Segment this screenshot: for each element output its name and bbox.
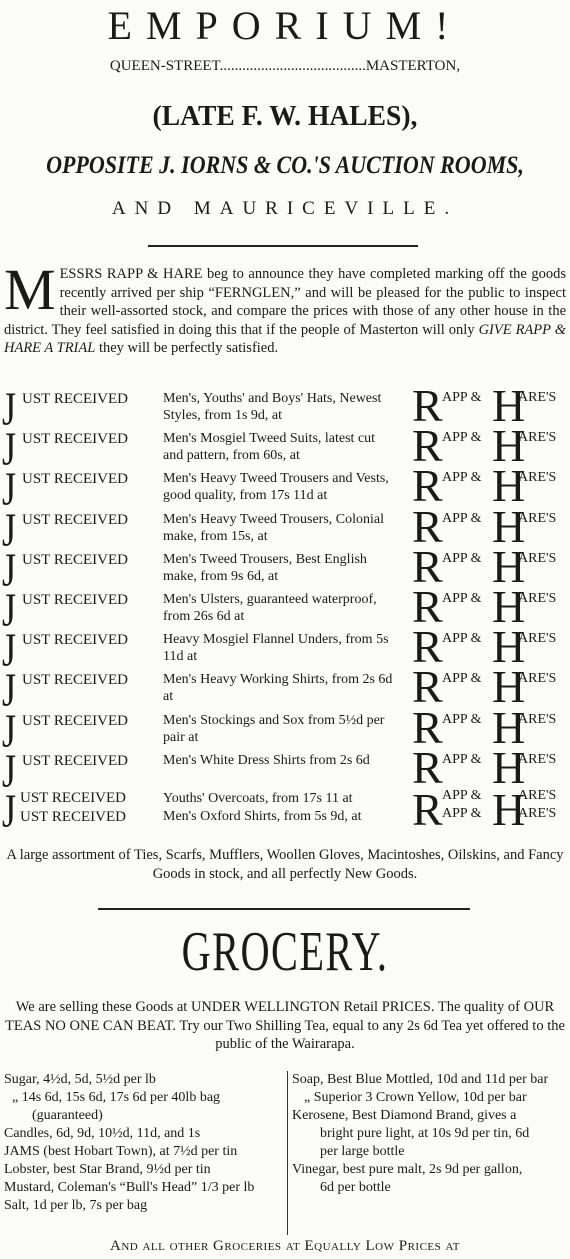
divider-middle — [98, 908, 470, 910]
grocery-item: 6d per bottle — [320, 1180, 391, 1195]
item-description: Men's Stockings and Sox from 5½d per pair at — [163, 713, 385, 745]
just-received-row — [0, 460, 570, 516]
brand-h: H — [492, 460, 526, 511]
brand-h: H — [492, 702, 526, 753]
just-received-label: UST RECEIVED — [22, 431, 128, 447]
brand-r-rest: APP & — [442, 671, 482, 686]
grocery-intro: We are selling these Goods at UNDER WELLINGTON Retail PRICES. The quality of OUR TEAS NO ONE CAN BEAT. Try our Two Shilling Tea, equal to any 2s 6d Tea yet offered to the public of the Wairarapa. — [5, 999, 565, 1052]
brand-h-rest: ARE'S — [518, 591, 557, 606]
brand-h-rest: ARE'S — [518, 551, 557, 566]
dropcap-j: J — [2, 664, 17, 717]
brand-r-rest-2: APP & — [442, 806, 482, 821]
item-description: Men's, Youths' and Boys' Hats, Newest Styles, from 1s 9d, at — [163, 391, 382, 423]
grocery-right-column — [292, 1071, 568, 1197]
grocery-item: Sugar, 4½d, 5d, 5½d per lb — [4, 1072, 156, 1087]
intro-emphasis: GIVE RAPP & HARE A TRIAL — [4, 321, 566, 356]
brand-r: R — [412, 420, 443, 471]
grocery-item: Salt, 1d per lb, 7s per bag — [4, 1198, 148, 1213]
grocery-item: Kerosene, Best Diamond Brand, gives a — [292, 1108, 517, 1123]
grocery-item: „ Superior 3 Crown Yellow, 10d per bar — [304, 1090, 527, 1105]
dropcap-j: J — [2, 504, 17, 557]
just-received-row — [0, 501, 570, 557]
item-description: Men's Ulsters, guaranteed waterproof, from 26s 6d at — [163, 592, 377, 624]
intro-dropcap: M — [4, 257, 56, 322]
grocery-item: Candles, 6d, 9d, 10½d, 11d, and 1s — [4, 1126, 201, 1141]
footer-line: And all other Groceries at Equally Low Prices at — [110, 1238, 460, 1254]
brand-r: R — [412, 621, 443, 672]
grocery-item: „ 14s 6d, 15s 6d, 17s 6d per 40lb bag — [12, 1090, 221, 1105]
item-description: Men's Mosgiel Tweed Suits, latest cut and pattern, from 60s, at — [163, 431, 376, 463]
brand-h: H — [492, 420, 526, 471]
column-divider — [287, 1071, 288, 1235]
emporium-title: EMPORIUM! — [107, 3, 463, 48]
brand-r: R — [412, 742, 443, 793]
brand-r-rest: APP & — [442, 631, 482, 646]
just-received-last-pair — [0, 784, 570, 838]
grocery-title: GROCERY. — [181, 921, 389, 983]
brand-r-rest: APP & — [442, 430, 482, 445]
just-received-row — [0, 380, 570, 436]
brand-h: H — [492, 661, 526, 712]
dropcap-j: J — [2, 705, 17, 758]
just-received-row — [0, 541, 570, 597]
dropcap-j: J — [2, 383, 17, 436]
brand-h-rest: ARE'S — [518, 671, 557, 686]
brand-h-rest-2: ARE'S — [518, 806, 557, 821]
grocery-item: Lobster, best Star Brand, 9½d per tin — [4, 1162, 211, 1177]
grocery-item: JAMS (best Hobart Town), at 7½d per tin — [4, 1144, 238, 1159]
brand-r-rest: APP & — [442, 712, 482, 727]
brand-h-rest: ARE'S — [518, 788, 557, 803]
dropcap-j: J — [2, 544, 17, 597]
brand-r: R — [412, 501, 443, 552]
last-label-1: UST RECEIVED — [20, 790, 126, 806]
brand-h: H — [492, 742, 526, 793]
dropcap-j: J — [2, 745, 17, 798]
just-received-row — [0, 742, 570, 798]
just-received-label: UST RECEIVED — [22, 713, 128, 729]
brand-r: R — [412, 784, 443, 835]
brand-h-rest: ARE'S — [518, 712, 557, 727]
brand-r: R — [412, 581, 443, 632]
last-desc-2: Men's Oxford Shirts, from 5s 9d, at — [163, 809, 362, 824]
brand-r: R — [412, 380, 443, 431]
brand-r-rest: APP & — [442, 511, 482, 526]
mauriceville-line: AND MAURICEVILLE. — [111, 198, 459, 219]
opposite-auction-line: OPPOSITE J. IORNS & CO.'S AUCTION ROOMS, — [46, 152, 524, 179]
brand-r-rest: APP & — [442, 752, 482, 767]
brand-r-rest: APP & — [442, 551, 482, 566]
item-description: Men's Tweed Trousers, Best English make, from 9s 6d, at — [163, 552, 367, 584]
brand-r: R — [412, 661, 443, 712]
dropcap-j: J — [2, 584, 17, 637]
dropcap-j: J — [2, 463, 17, 516]
just-received-row — [0, 581, 570, 637]
just-received-row — [0, 702, 570, 758]
just-received-label: UST RECEIVED — [22, 753, 128, 769]
brand-h: H — [492, 501, 526, 552]
brand-h-rest: ARE'S — [518, 631, 557, 646]
brand-r-rest: APP & — [442, 390, 482, 405]
just-received-label: UST RECEIVED — [22, 391, 128, 407]
intro-text: ESSRS RAPP & HARE beg to announce they have completed marking off the goods recently arrived per ship “FERNGLEN,” and will be pleased for the public to inspect their well-assorted stock, and compare the prices with those of any other house in the district. They feel satisfied in doing this that if the people of Masterton will only — [4, 266, 566, 338]
grocery-item: Mustard, Coleman's “Bull's Head” 1/3 per lb — [4, 1180, 255, 1195]
grocery-item: Soap, Best Blue Mottled, 10d and 11d per bar — [292, 1072, 549, 1087]
just-received-row — [0, 661, 570, 717]
brand-r: R — [412, 541, 443, 592]
brand-h-rest: ARE'S — [518, 390, 557, 405]
grocery-item: Vinegar, best pure malt, 2s 9d per gallon, — [292, 1162, 523, 1177]
brand-h: H — [492, 581, 526, 632]
dropcap-j: J — [2, 423, 17, 476]
divider-top — [148, 245, 418, 247]
just-received-label: UST RECEIVED — [22, 512, 128, 528]
dropcap-j: J — [2, 624, 17, 677]
brand-h-rest: ARE'S — [518, 470, 557, 485]
just-received-label: UST RECEIVED — [22, 632, 128, 648]
just-received-row — [0, 621, 570, 677]
address-line: QUEEN-STREET.......................................MASTERTON, — [109, 58, 461, 74]
brand-r-rest: APP & — [442, 788, 482, 803]
brand-h: H — [492, 784, 526, 835]
brand-h-rest: ARE'S — [518, 752, 557, 767]
brand-h: H — [492, 621, 526, 672]
brand-r-rest: APP & — [442, 591, 482, 606]
item-description: Men's White Dress Shirts from 2s 6d — [163, 753, 370, 768]
last-dropcap-j: J — [2, 785, 17, 838]
brand-r: R — [412, 702, 443, 753]
grocery-left-column — [4, 1071, 284, 1215]
just-received-label: UST RECEIVED — [22, 672, 128, 688]
grocery-item: bright pure light, at 10s 9d per tin, 6d — [320, 1126, 530, 1141]
item-description: Men's Heavy Tweed Trousers, Colonial make, from 15s, at — [163, 512, 384, 544]
assortment-note: A large assortment of Ties, Scarfs, Mufflers, Woollen Gloves, Macintoshes, Oilskins, and Fancy Goods in stock, and all perfectly New Goods. — [6, 847, 564, 882]
just-received-label: UST RECEIVED — [22, 592, 128, 608]
just-received-row — [0, 420, 570, 476]
last-desc-1: Youths' Overcoats, from 17s 11 at — [163, 791, 353, 806]
just-received-label: UST RECEIVED — [22, 471, 128, 487]
brand-h-rest: ARE'S — [518, 511, 557, 526]
item-description: Heavy Mosgiel Flannel Unders, from 5s 11d at — [163, 632, 389, 664]
brand-h-rest: ARE'S — [518, 430, 557, 445]
intro-paragraph — [4, 257, 566, 358]
last-label-2: UST RECEIVED — [20, 809, 126, 825]
intro-tail: they will be perfectly satisfied. — [98, 340, 279, 356]
grocery-item: (guaranteed) — [32, 1108, 103, 1123]
item-description: Men's Heavy Tweed Trousers and Vests, good quality, from 17s 11d at — [163, 471, 389, 503]
just-received-label: UST RECEIVED — [22, 552, 128, 568]
brand-h: H — [492, 541, 526, 592]
brand-r-rest: APP & — [442, 470, 482, 485]
late-hales-line: (LATE F. W. HALES), — [152, 100, 418, 132]
grocery-item: per large bottle — [320, 1144, 405, 1159]
brand-r: R — [412, 460, 443, 511]
item-description: Men's Heavy Working Shirts, from 2s 6d at — [163, 672, 393, 704]
last-brand-rapp-hare — [412, 786, 568, 834]
brand-h: H — [492, 380, 526, 431]
